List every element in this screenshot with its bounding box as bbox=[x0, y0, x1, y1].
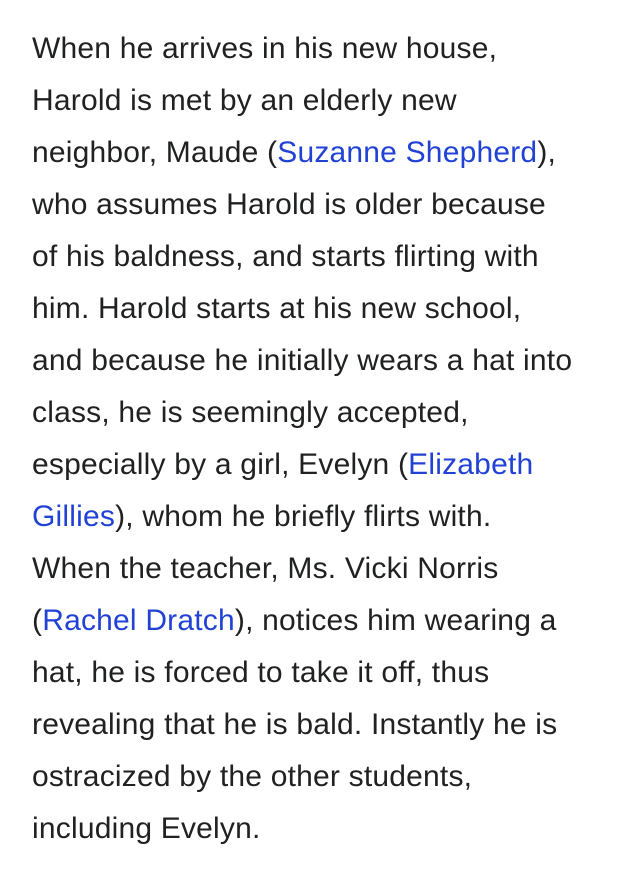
text-run: who assumes Harold is older because bbox=[32, 188, 546, 221]
text-run: When he arrives in his new house, bbox=[32, 32, 498, 65]
text-run: especially by a girl, Evelyn ( bbox=[32, 448, 409, 481]
wiki-link[interactable]: Rachel Dratch bbox=[42, 604, 235, 637]
text-line bbox=[32, 543, 616, 595]
text-run: of his baldness, and starts flirting with bbox=[32, 240, 539, 273]
text-line bbox=[32, 699, 616, 751]
text-line bbox=[32, 23, 616, 75]
text-line bbox=[32, 647, 616, 699]
text-line bbox=[32, 283, 616, 335]
text-run: and because he initially wears a hat into bbox=[32, 344, 573, 377]
text-run: hat, he is forced to take it off, thus bbox=[32, 656, 490, 689]
text-line bbox=[32, 127, 616, 179]
text-line bbox=[32, 387, 616, 439]
text-run: ), bbox=[537, 136, 557, 169]
text-run: When the teacher, Ms. Vicki Norris bbox=[32, 552, 499, 585]
text-line bbox=[32, 751, 616, 803]
text-line bbox=[32, 335, 616, 387]
text-line bbox=[32, 803, 616, 855]
text-run: neighbor, Maude ( bbox=[32, 136, 278, 169]
text-run: ( bbox=[32, 604, 43, 637]
text-line bbox=[32, 491, 616, 543]
text-run: him. Harold starts at his new school, bbox=[32, 292, 522, 325]
wiki-link[interactable]: Elizabeth bbox=[408, 448, 534, 481]
text-line bbox=[32, 595, 616, 647]
text-run: ), notices him wearing a bbox=[234, 604, 557, 637]
text-run: revealing that he is bald. Instantly he is bbox=[32, 708, 558, 741]
text-line bbox=[32, 179, 616, 231]
text-line bbox=[32, 231, 616, 283]
text-line bbox=[32, 439, 616, 491]
text-run: ostracized by the other students, bbox=[32, 760, 473, 793]
text-run: including Evelyn. bbox=[32, 812, 261, 845]
text-run: Harold is met by an elderly new bbox=[32, 84, 457, 117]
wiki-link[interactable]: Suzanne Shepherd bbox=[277, 136, 538, 169]
text-run: class, he is seemingly accepted, bbox=[32, 396, 469, 429]
text-run: ), whom he briefly flirts with. bbox=[115, 500, 492, 533]
text-line bbox=[32, 75, 616, 127]
wiki-link[interactable]: Gillies bbox=[32, 500, 116, 533]
